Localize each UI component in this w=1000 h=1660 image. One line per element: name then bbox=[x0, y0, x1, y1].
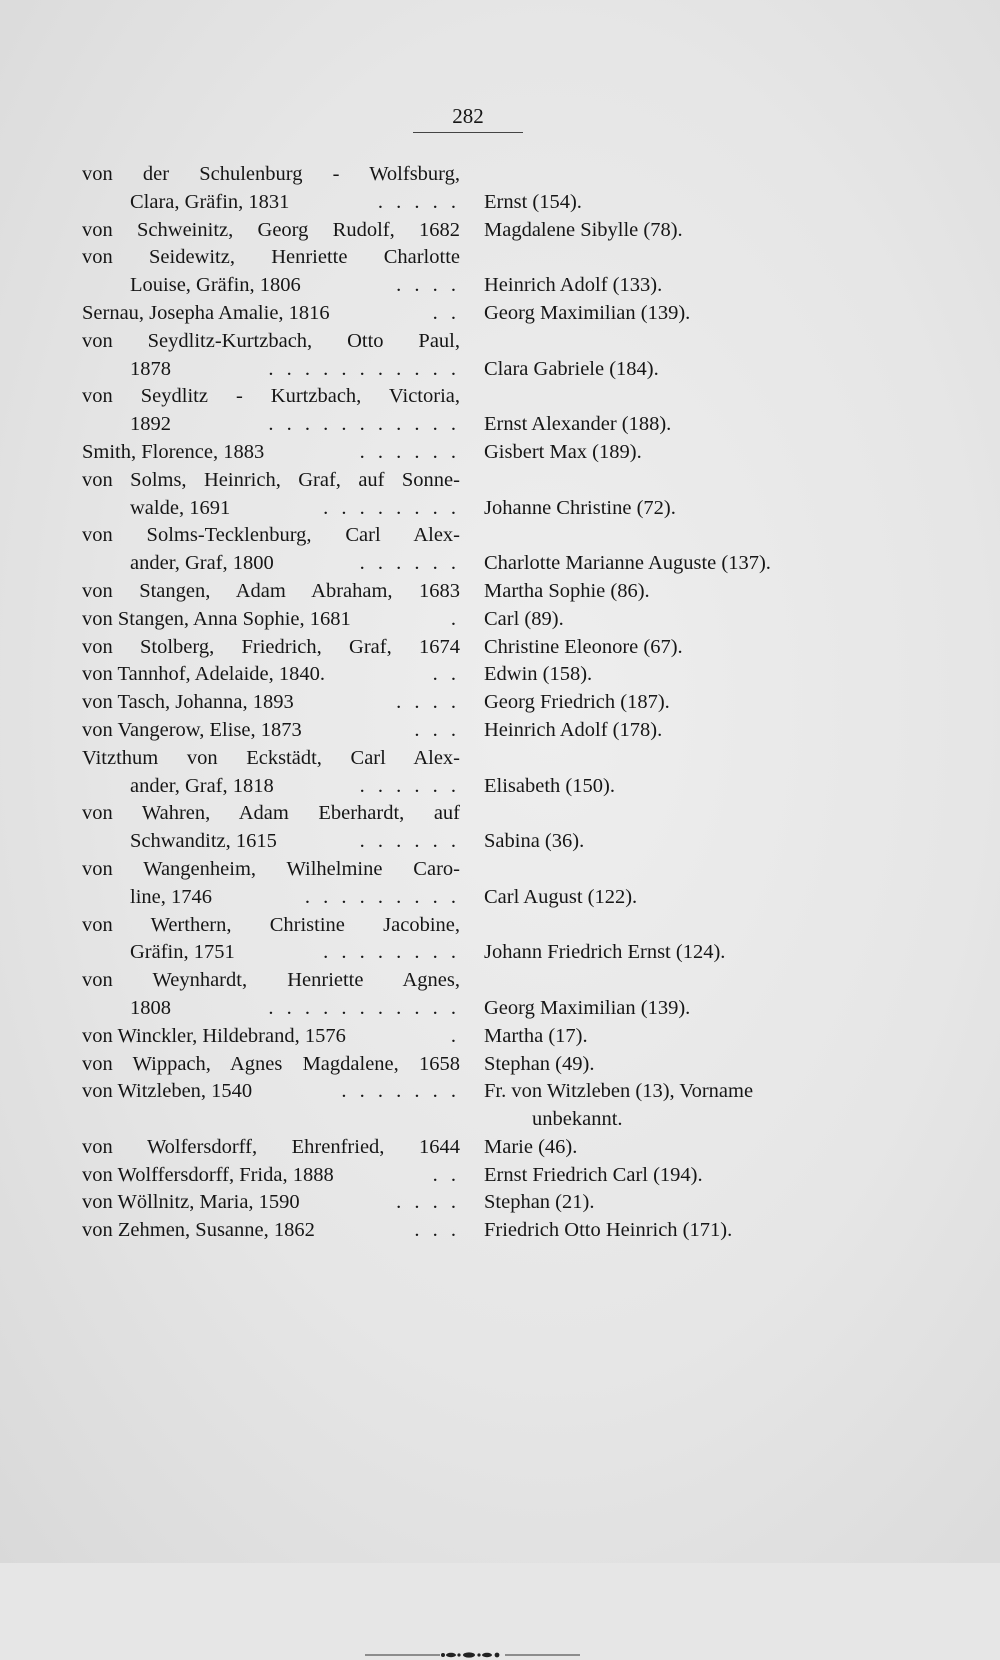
entry-name bbox=[82, 856, 460, 884]
entry-reference: Martha (17). bbox=[484, 1024, 588, 1047]
index-line bbox=[82, 884, 882, 912]
leader-dots: . bbox=[450, 1024, 460, 1047]
index-line bbox=[82, 328, 882, 356]
index-line bbox=[82, 550, 882, 578]
leader-dots: . . . . . . . . . bbox=[304, 885, 460, 908]
entry-name bbox=[82, 689, 460, 717]
entry-name-text: 1878 bbox=[130, 357, 171, 380]
entry-name-text: von Wangenheim, Wilhelmine Caro- bbox=[82, 857, 460, 880]
leader-dots: . . . . bbox=[396, 1191, 460, 1214]
entry-name-text: von Witzleben, 1540 bbox=[82, 1080, 253, 1103]
entry-reference: Heinrich Adolf (133). bbox=[484, 274, 663, 297]
entry-name bbox=[82, 967, 460, 995]
index-line bbox=[82, 467, 882, 495]
index-line bbox=[82, 995, 882, 1023]
entry-name-text: Vitzthum von Eckstädt, Carl Alex- bbox=[82, 746, 460, 769]
entry-reference: Carl (89). bbox=[484, 607, 564, 630]
leader-dots: . . . . . . bbox=[359, 774, 460, 797]
entry-name-text: von Schweinitz, Georg Rudolf, 1682 bbox=[82, 218, 460, 241]
entry-name bbox=[82, 912, 460, 940]
entry-name-text: von Solms-Tecklenburg, Carl Alex- bbox=[82, 524, 460, 547]
index-line bbox=[82, 495, 882, 523]
index-line bbox=[82, 439, 882, 467]
leader-dots: . . bbox=[432, 663, 460, 686]
index-line bbox=[82, 300, 882, 328]
entry-reference: Gisbert Max (189). bbox=[484, 440, 642, 463]
entry-name bbox=[130, 495, 460, 523]
entry-name bbox=[82, 1217, 460, 1245]
entry-name bbox=[82, 161, 460, 189]
entry-name bbox=[82, 745, 460, 773]
entry-reference: Stephan (49). bbox=[484, 1052, 595, 1075]
entry-reference: Charlotte Marianne Auguste (137). bbox=[484, 552, 771, 575]
entry-name-text: von Stolberg, Friedrich, Graf, 1674 bbox=[82, 635, 460, 658]
leader-dots: . . . . . . bbox=[359, 440, 460, 463]
index-line bbox=[82, 856, 882, 884]
entry-reference: Edwin (158). bbox=[484, 663, 593, 686]
entry-name-text: Gräfin, 1751 bbox=[130, 941, 235, 964]
leader-dots: . . . . . . . . . . . bbox=[268, 996, 460, 1019]
index-line bbox=[82, 244, 882, 272]
entry-name-text: von Wolffersdorff, Frida, 1888 bbox=[82, 1163, 334, 1186]
leader-dots: . . . . . . . . bbox=[323, 496, 460, 519]
entry-name-text: von Zehmen, Susanne, 1862 bbox=[82, 1219, 315, 1242]
entry-name-text: walde, 1691 bbox=[130, 496, 231, 519]
entry-reference: Johann Friedrich Ernst (124). bbox=[484, 941, 726, 964]
entry-name bbox=[82, 578, 460, 606]
entry-name bbox=[130, 411, 460, 439]
entry-name bbox=[82, 717, 460, 745]
entry-reference: Clara Gabriele (184). bbox=[484, 357, 659, 380]
entry-name-text: Sernau, Josepha Amalie, 1816 bbox=[82, 301, 330, 324]
index-line bbox=[82, 773, 882, 801]
leader-dots: . . . . . . . bbox=[341, 1080, 460, 1103]
entry-reference: unbekannt. bbox=[532, 1108, 623, 1131]
leader-dots: . . . bbox=[414, 718, 460, 741]
entry-name bbox=[82, 634, 460, 662]
entry-name-text: line, 1746 bbox=[130, 885, 212, 908]
entry-reference: Georg Maximilian (139). bbox=[484, 301, 691, 324]
entry-reference: Christine Eleonore (67). bbox=[484, 635, 683, 658]
entry-name bbox=[82, 439, 460, 467]
leader-dots: . . . bbox=[414, 1219, 460, 1242]
entry-name bbox=[130, 773, 460, 801]
entry-name-text: von Werthern, Christine Jacobine, bbox=[82, 913, 460, 936]
index-line bbox=[82, 1106, 882, 1134]
entry-name-text: von Stangen, Anna Sophie, 1681 bbox=[82, 607, 351, 630]
entry-name-text: von Weynhardt, Henriette Agnes, bbox=[82, 969, 460, 992]
entry-name bbox=[82, 244, 460, 272]
entry-name-text: von Stangen, Adam Abraham, 1683 bbox=[82, 579, 460, 602]
entry-name bbox=[130, 828, 460, 856]
index-line bbox=[82, 689, 882, 717]
leader-dots: . . . . . . . . . . . bbox=[268, 357, 460, 380]
entry-name-text: von Tasch, Johanna, 1893 bbox=[82, 691, 294, 714]
entry-reference: Sabina (36). bbox=[484, 830, 585, 853]
leader-dots: . . . . . . bbox=[359, 830, 460, 853]
entry-reference: Ernst Alexander (188). bbox=[484, 413, 672, 436]
leader-dots: . . bbox=[432, 1163, 460, 1186]
entry-name bbox=[82, 217, 460, 245]
entry-reference: Georg Friedrich (187). bbox=[484, 691, 670, 714]
entry-name-text: ander, Graf, 1800 bbox=[130, 552, 274, 575]
index-line bbox=[82, 1078, 882, 1106]
entry-name-text: von Tannhof, Adelaide, 1840. bbox=[82, 663, 326, 686]
entry-name-text: Smith, Florence, 1883 bbox=[82, 440, 265, 463]
index-line bbox=[82, 1162, 882, 1190]
index-line bbox=[82, 1134, 882, 1162]
leader-dots: . . . . . . bbox=[359, 552, 460, 575]
entry-name-text: von Seydlitz - Kurtzbach, Victoria, bbox=[82, 385, 460, 408]
entry-name bbox=[82, 467, 460, 495]
entry-name bbox=[82, 606, 460, 634]
index-line bbox=[82, 800, 882, 828]
entry-name bbox=[82, 1051, 460, 1079]
index-line bbox=[82, 967, 882, 995]
entry-name bbox=[82, 328, 460, 356]
index-line bbox=[82, 189, 882, 217]
leader-dots: . . . . bbox=[396, 274, 460, 297]
leader-dots: . . . . . . . . . . . bbox=[268, 413, 460, 436]
entry-name-text: von Wöllnitz, Maria, 1590 bbox=[82, 1191, 300, 1214]
index-line bbox=[82, 745, 882, 773]
entry-name-text: von Winckler, Hildebrand, 1576 bbox=[82, 1024, 346, 1047]
index-line bbox=[82, 522, 882, 550]
page-number: 282 bbox=[452, 104, 484, 128]
index-line bbox=[82, 939, 882, 967]
entry-name-text: von Solms, Heinrich, Graf, auf Sonne- bbox=[82, 468, 460, 491]
entry-name-text: ander, Graf, 1818 bbox=[130, 774, 274, 797]
index-line bbox=[82, 717, 882, 745]
entry-name-text: 1892 bbox=[130, 413, 171, 436]
entry-name bbox=[82, 522, 460, 550]
entry-name bbox=[130, 356, 460, 384]
entry-name-text: von der Schulenburg - Wolfsburg, bbox=[82, 163, 460, 185]
entry-name bbox=[130, 939, 460, 967]
index-line bbox=[82, 1051, 882, 1079]
entry-reference: Martha Sophie (86). bbox=[484, 579, 650, 602]
index-line bbox=[82, 411, 882, 439]
index-list bbox=[82, 161, 882, 1245]
entry-name bbox=[82, 383, 460, 411]
index-line bbox=[82, 272, 882, 300]
entry-name bbox=[130, 995, 460, 1023]
index-line bbox=[82, 356, 882, 384]
entry-reference: Fr. von Witzleben (13), Vorname bbox=[484, 1080, 754, 1103]
entry-name bbox=[82, 661, 460, 689]
index-line bbox=[82, 578, 882, 606]
entry-reference: Friedrich Otto Heinrich (171). bbox=[484, 1219, 733, 1242]
entry-reference: Ernst (154). bbox=[484, 190, 582, 213]
entry-name-text: von Seidewitz, Henriette Charlotte bbox=[82, 246, 460, 269]
index-line bbox=[82, 912, 882, 940]
entry-name bbox=[82, 1162, 460, 1190]
entry-reference: Marie (46). bbox=[484, 1135, 578, 1158]
entry-name bbox=[130, 550, 460, 578]
leader-dots: . . . . . . . . bbox=[323, 941, 460, 964]
entry-name-text: von Wahren, Adam Eberhardt, auf bbox=[82, 802, 460, 825]
entry-name-text: von Wolfersdorff, Ehrenfried, 1644 bbox=[82, 1135, 460, 1158]
footer-ornament bbox=[365, 1650, 580, 1660]
leader-dots: . . . . . bbox=[377, 190, 460, 213]
entry-name bbox=[82, 300, 460, 328]
index-line bbox=[82, 634, 882, 662]
entry-name bbox=[130, 189, 460, 217]
entry-reference: Ernst Friedrich Carl (194). bbox=[484, 1163, 703, 1186]
entry-name bbox=[82, 800, 460, 828]
entry-reference: Georg Maximilian (139). bbox=[484, 996, 691, 1019]
entry-name-text: Louise, Gräfin, 1806 bbox=[130, 274, 301, 297]
index-line bbox=[82, 383, 882, 411]
entry-name bbox=[82, 1078, 460, 1106]
entry-name bbox=[82, 1134, 460, 1162]
index-line bbox=[82, 828, 882, 856]
header-rule bbox=[413, 132, 523, 133]
entry-reference: Stephan (21). bbox=[484, 1191, 595, 1214]
leader-dots: . bbox=[450, 607, 460, 630]
entry-name-text: von Wippach, Agnes Magdalene, 1658 bbox=[82, 1052, 460, 1075]
entry-name bbox=[82, 1189, 460, 1217]
entry-reference: Magdalene Sibylle (78). bbox=[484, 218, 683, 241]
entry-name-text: 1808 bbox=[130, 996, 171, 1019]
index-line bbox=[82, 1023, 882, 1051]
index-line bbox=[82, 161, 882, 189]
entry-name-text: Schwanditz, 1615 bbox=[130, 830, 277, 853]
entry-reference: Heinrich Adolf (178). bbox=[484, 718, 663, 741]
entry-name bbox=[130, 272, 460, 300]
entry-reference: Johanne Christine (72). bbox=[484, 496, 676, 519]
entry-reference: Elisabeth (150). bbox=[484, 774, 615, 797]
entry-name-text: Clara, Gräfin, 1831 bbox=[130, 190, 290, 213]
index-line bbox=[82, 661, 882, 689]
index-line bbox=[82, 1189, 882, 1217]
index-line bbox=[82, 1217, 882, 1245]
index-line bbox=[82, 217, 882, 245]
entry-name-text: von Vangerow, Elise, 1873 bbox=[82, 718, 302, 741]
index-line bbox=[82, 606, 882, 634]
entry-name bbox=[82, 1023, 460, 1051]
entry-reference: Carl August (122). bbox=[484, 885, 638, 908]
leader-dots: . . . . bbox=[396, 691, 460, 714]
entry-name bbox=[130, 884, 460, 912]
leader-dots: . . bbox=[432, 301, 460, 324]
entry-name-text: von Seydlitz-Kurtzbach, Otto Paul, bbox=[82, 329, 460, 352]
